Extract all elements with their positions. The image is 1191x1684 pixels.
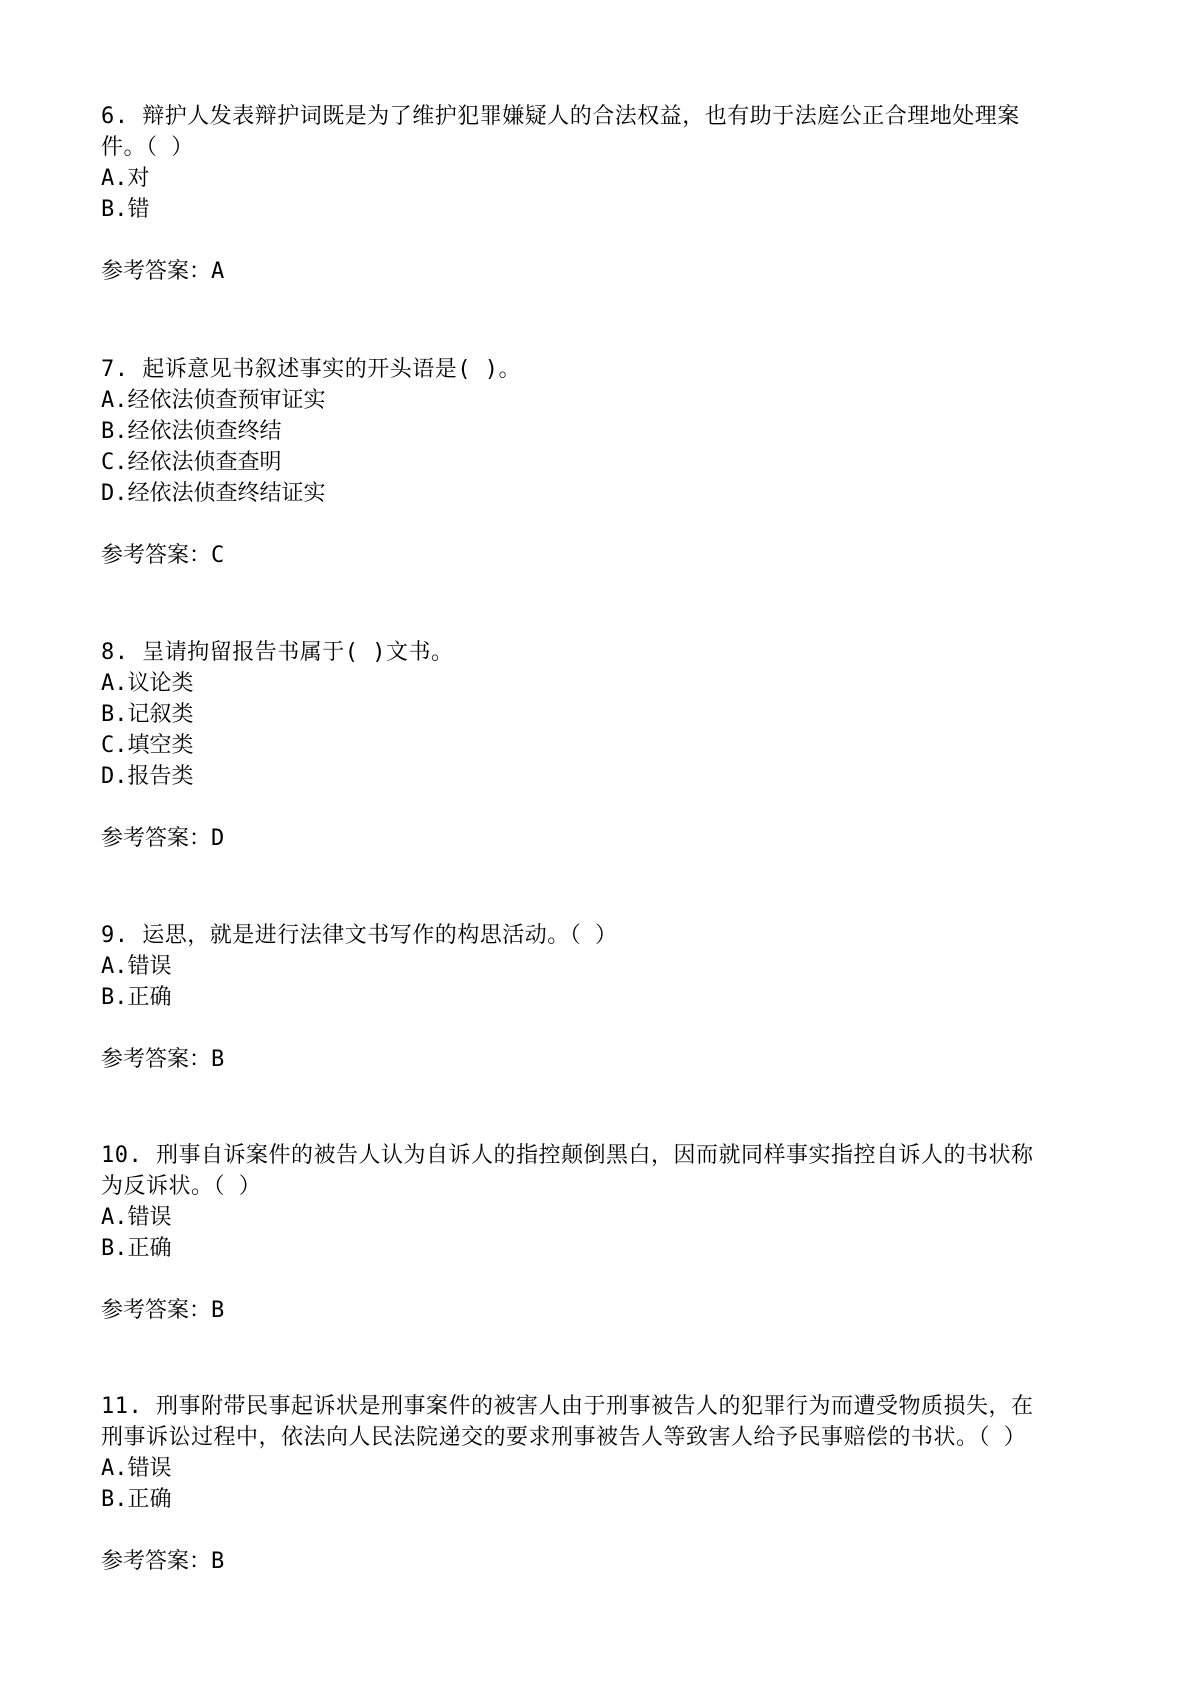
question-9 <box>101 920 1101 1075</box>
option-a: A.错误 <box>101 1456 172 1481</box>
option-b: B.正确 <box>101 1236 172 1261</box>
option-a: A.错误 <box>101 954 172 979</box>
option-b: B.错 <box>101 197 150 222</box>
option-c: C.经依法侦查查明 <box>101 450 282 475</box>
question-stem-line: 8. 呈请拘留报告书属于( )文书。 <box>101 640 454 665</box>
reference-answer: 参考答案：B <box>101 1549 225 1574</box>
option-a: A.议论类 <box>101 671 194 696</box>
option-d: D.报告类 <box>101 764 194 789</box>
option-b: B.正确 <box>101 1487 172 1512</box>
reference-answer: 参考答案：B <box>101 1298 225 1323</box>
question-stem-line: 件。（ ） <box>101 135 194 160</box>
option-b: B.记叙类 <box>101 702 194 727</box>
question-11 <box>101 1391 1101 1577</box>
question-8 <box>101 637 1101 854</box>
option-d: D.经依法侦查终结证实 <box>101 481 326 506</box>
reference-answer: 参考答案：D <box>101 826 225 851</box>
question-stem-line: 9. 运思，就是进行法律文书写作的构思活动。（ ） <box>101 923 618 948</box>
option-a: A.错误 <box>101 1205 172 1230</box>
question-stem-line: 为反诉状。（ ） <box>101 1174 262 1199</box>
question-10 <box>101 1140 1101 1326</box>
option-b: B.正确 <box>101 985 172 1010</box>
reference-answer: 参考答案：A <box>101 259 225 284</box>
question-stem-line: 11. 刑事附带民事起诉状是刑事案件的被害人由于刑事被告人的犯罪行为而遭受物质损失，在 <box>101 1394 1034 1419</box>
question-7 <box>101 354 1101 571</box>
question-stem-line: 10. 刑事自诉案件的被告人认为自诉人的指控颠倒黑白，因而就同样事实指控自诉人的书状称 <box>101 1143 1034 1168</box>
question-stem-line: 刑事诉讼过程中，依法向人民法院递交的要求刑事被告人等致害人给予民事赔偿的书状。（ ） <box>101 1425 1027 1450</box>
option-a: A.经依法侦查预审证实 <box>101 388 326 413</box>
question-6 <box>101 101 1101 287</box>
option-b: B.经依法侦查终结 <box>101 419 282 444</box>
reference-answer: 参考答案：B <box>101 1047 225 1072</box>
reference-answer: 参考答案：C <box>101 543 225 568</box>
question-stem-line: 6. 辩护人发表辩护词既是为了维护犯罪嫌疑人的合法权益，也有助于法庭公正合理地处理案 <box>101 104 1020 129</box>
option-a: A.对 <box>101 166 150 191</box>
question-stem-line: 7. 起诉意见书叙述事实的开头语是( )。 <box>101 357 521 382</box>
option-c: C.填空类 <box>101 733 194 758</box>
